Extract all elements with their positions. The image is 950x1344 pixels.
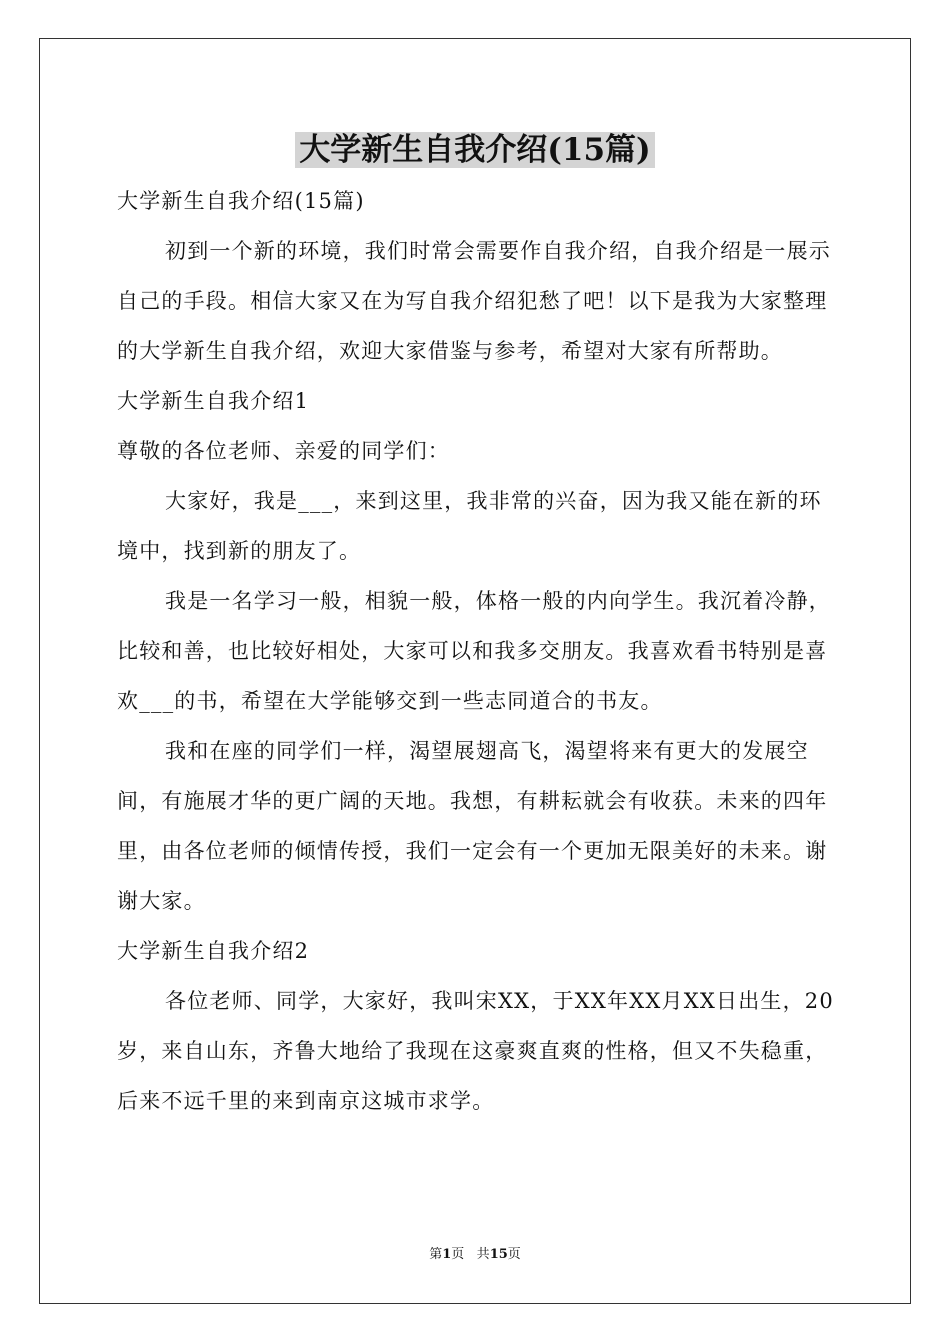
paragraph: 大学新生自我介绍1	[117, 389, 310, 413]
paragraph: 我和在座的同学们一样，渴望展翅高飞，渴望将来有更大的发展空间，有施展才华的更广阔的天地。我想，有耕耘就会有收获。未来的四年里，由各位老师的倾情传授，我们一定会有一个更加无限美好的未来。谢谢大家。	[117, 739, 828, 913]
document-title-text: 大学新生自我介绍(15篇)	[295, 132, 654, 168]
footer-total-suffix: 页	[507, 1247, 521, 1262]
paragraph: 大学新生自我介绍(15篇)	[117, 189, 365, 213]
document-body	[117, 176, 837, 1126]
footer-page-suffix: 页	[451, 1247, 465, 1262]
paragraph: 我是一名学习一般，相貌一般，体格一般的内向学生。我沉着冷静，比较和善，也比较好相处，大家可以和我多交朋友。我喜欢看书特别是喜欢___的书，希望在大学能够交到一些志同道合的书友。	[117, 589, 831, 713]
footer-prefix: 第	[429, 1247, 443, 1262]
paragraph: 各位老师、同学，大家好，我叫宋XX，于XX年XX月XX日出生，20岁，来自山东，齐鲁大地给了我现在这豪爽直爽的性格，但又不失稳重，后来不远千里的来到南京这城市求学。	[117, 989, 834, 1113]
footer-total-prefix: 共	[476, 1247, 490, 1262]
document-title	[0, 128, 950, 172]
paragraph: 大家好，我是___，来到这里，我非常的兴奋，因为我又能在新的环境中，找到新的朋友了。	[117, 489, 822, 563]
paragraph: 初到一个新的环境，我们时常会需要作自我介绍，自我介绍是一展示自己的手段。相信大家又在为写自我介绍犯愁了吧！以下是我为大家整理的大学新生自我介绍，欢迎大家借鉴与参考，希望对大家有所帮助。	[117, 239, 831, 363]
footer-total-pages: 15	[489, 1247, 508, 1262]
footer-page-number: 1	[442, 1247, 452, 1262]
paragraph: 大学新生自我介绍2	[117, 939, 310, 963]
page-footer	[0, 1245, 950, 1265]
paragraph: 尊敬的各位老师、亲爱的同学们：	[117, 439, 450, 463]
